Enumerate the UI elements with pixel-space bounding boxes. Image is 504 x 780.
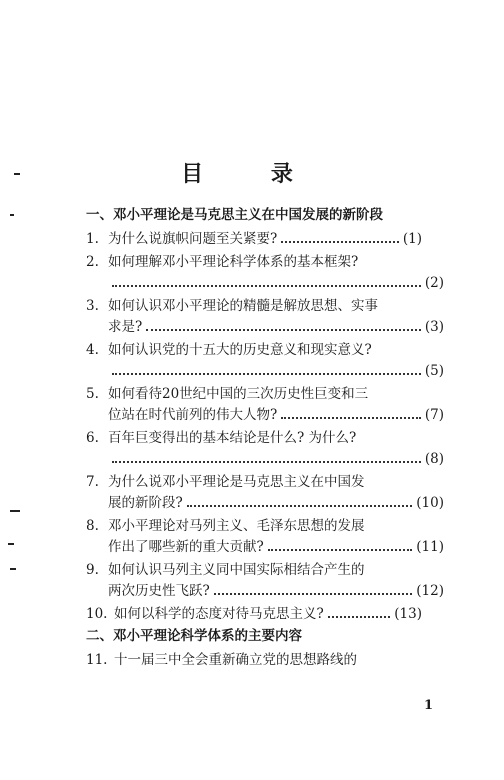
toc-item-2-cont: [86, 272, 444, 294]
toc-item-11[interactable]: [86, 649, 422, 671]
scan-mark: [8, 543, 14, 545]
item-page: (8): [424, 451, 444, 467]
item-text-cont: 求是?: [108, 319, 143, 335]
dot-leader: [281, 417, 421, 419]
item-page: (5): [424, 363, 444, 379]
toc-item-7-cont: [86, 492, 444, 514]
item-text: 为什么说旗帜问题至关紧要?: [108, 231, 278, 247]
toc-item-6[interactable]: [86, 427, 422, 449]
item-page: (13): [394, 606, 422, 622]
item-number: 8.: [86, 518, 99, 534]
dot-leader: [268, 549, 413, 551]
dot-leader: [146, 329, 421, 331]
toc-item-2[interactable]: [86, 251, 422, 273]
item-text-cont: 展的新阶段?: [108, 495, 183, 511]
page-title: 目 录: [181, 162, 323, 187]
item-text: 如何认识党的十五大的历史意义和现实意义?: [108, 342, 372, 358]
item-number: 3.: [86, 298, 99, 314]
item-text: 如何以科学的态度对待马克思主义?: [114, 606, 324, 622]
item-page: (3): [424, 319, 444, 335]
toc-item-3-cont: [86, 316, 444, 338]
page-number: 1: [424, 698, 434, 713]
scan-mark: [10, 568, 16, 570]
item-number: 9.: [86, 562, 99, 578]
item-page: (2): [424, 275, 444, 291]
item-text: 如何认识马列主义同中国实际相结合产生的: [108, 562, 365, 578]
scan-mark: [14, 173, 20, 175]
toc-item-5-cont: [86, 404, 444, 426]
section-heading-1: 一、邓小平理论是马克思主义在中国发展的新阶段: [86, 207, 383, 223]
item-text-cont: 作出了哪些新的重大贡献?: [108, 539, 264, 555]
item-number: 4.: [86, 342, 99, 358]
item-text: 如何认识邓小平理论的精髓是解放思想、实事: [108, 298, 378, 314]
scan-mark: [10, 214, 14, 216]
toc-item-8-cont: [86, 536, 444, 558]
item-text: 如何理解邓小平理论科学体系的基本框架?: [108, 254, 359, 270]
item-number: 10.: [86, 606, 108, 622]
item-number: 1.: [86, 231, 99, 247]
item-number: 6.: [86, 430, 99, 446]
dot-leader: [112, 373, 421, 375]
toc-item-8[interactable]: [86, 515, 422, 537]
item-text: 如何看待20世纪中国的三次历史性巨变和三: [108, 386, 369, 402]
item-number: 5.: [86, 386, 99, 402]
toc-item-10[interactable]: [86, 603, 422, 625]
dot-leader: [328, 616, 391, 618]
item-number: 2.: [86, 254, 99, 270]
item-page: (10): [416, 495, 444, 511]
section-heading-2: 二、邓小平理论科学体系的主要内容: [86, 628, 302, 644]
dot-leader: [112, 461, 421, 463]
item-text: 百年巨变得出的基本结论是什么? 为什么?: [108, 430, 357, 446]
item-text: 十一届三中全会重新确立党的思想路线的: [114, 652, 357, 668]
item-page: (12): [416, 583, 444, 599]
toc-item-7[interactable]: [86, 471, 422, 493]
dot-leader: [214, 593, 413, 595]
toc-item-6-cont: [86, 448, 444, 470]
item-text: 邓小平理论对马列主义、毛泽东思想的发展: [108, 518, 365, 534]
dot-leader: [187, 505, 413, 507]
toc-item-3[interactable]: [86, 295, 422, 317]
item-page: (7): [424, 407, 444, 423]
scan-mark: [10, 510, 20, 512]
toc-item-5[interactable]: [86, 383, 422, 405]
dot-leader: [112, 285, 421, 287]
toc-item-4-cont: [86, 360, 444, 382]
item-text: 为什么说邓小平理论是马克思主义在中国发: [108, 474, 365, 490]
item-page: (11): [416, 539, 444, 555]
item-text-cont: 两次历史性飞跃?: [108, 583, 210, 599]
item-text-cont: 位站在时代前列的伟大人物?: [108, 407, 278, 423]
item-number: 11.: [86, 652, 108, 668]
toc-item-9-cont: [86, 580, 444, 602]
item-page: (1): [402, 231, 422, 247]
toc-item-9[interactable]: [86, 559, 422, 581]
toc-item-4[interactable]: [86, 339, 422, 361]
toc-item-1[interactable]: [86, 228, 422, 250]
item-number: 7.: [86, 474, 99, 490]
dot-leader: [281, 241, 399, 243]
